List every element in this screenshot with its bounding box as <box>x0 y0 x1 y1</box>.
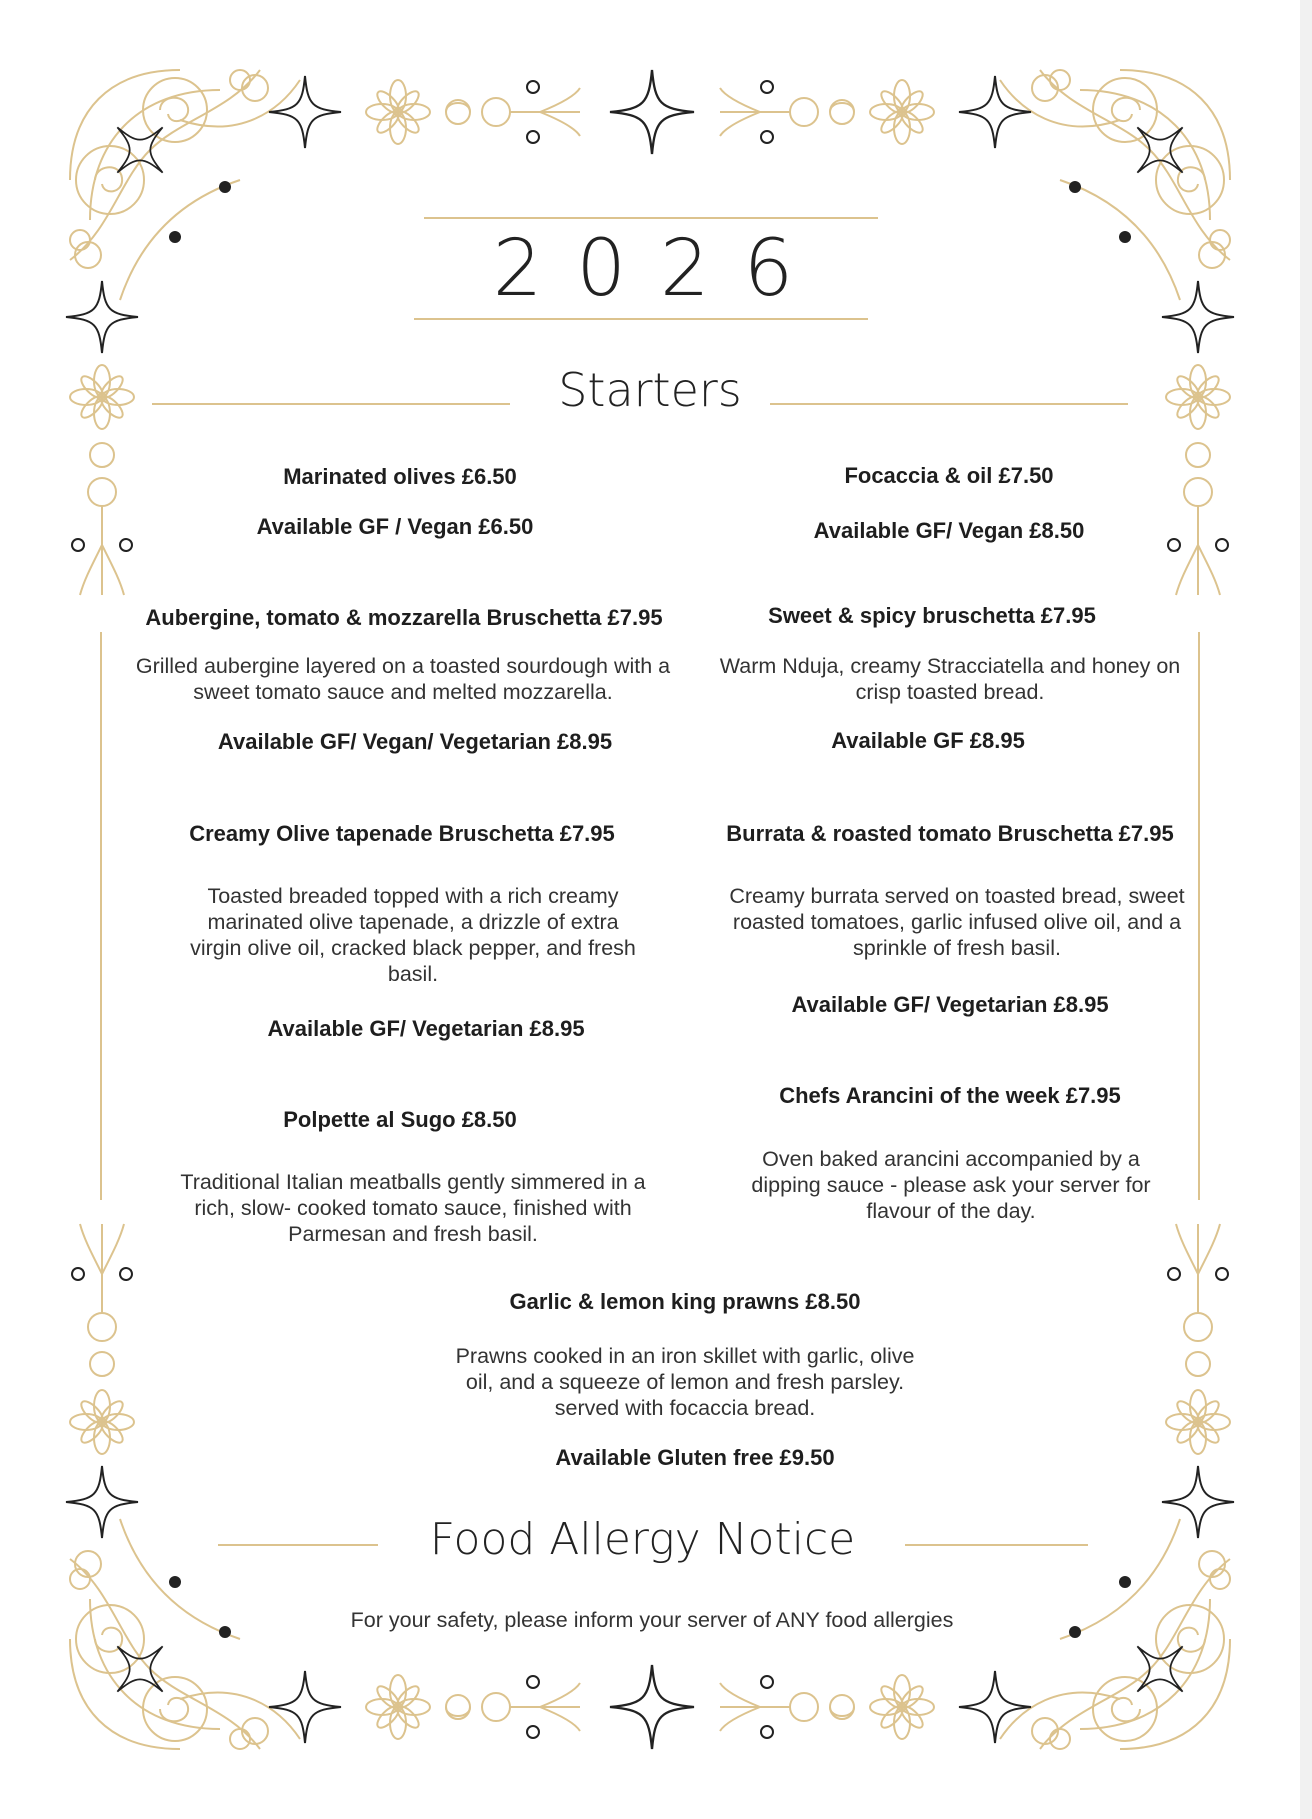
allergy-text: For your safety, please inform your server of ANY food allergies <box>350 1608 954 1632</box>
aubergine-desc: Grilled aubergine layered on a toasted sourdough with a sweet tomato sauce and melted mozzarella. <box>135 654 671 704</box>
allergy-title: Food Allergy Notice <box>429 1514 856 1565</box>
burrata-note: Available GF/ Vegetarian £8.95 <box>791 992 1109 1017</box>
olive-tapenade-note: Available GF/ Vegetarian £8.95 <box>267 1016 585 1041</box>
arancini-desc: Oven baked arancini accompanied by a dipping sauce - please ask your server for flavour of the day. <box>751 1147 1151 1223</box>
section-title: Starters <box>558 363 742 417</box>
aubergine-note: Available GF/ Vegan/ Vegetarian £8.95 <box>217 729 613 754</box>
polpette-desc: Traditional Italian meatballs gently simmered in a rich, slow- cooked tomato sauce, finished with Parmesan and fresh basil. <box>180 1170 646 1246</box>
marinated-olives-note: Available GF / Vegan £6.50 <box>256 514 534 539</box>
polpette-title: Polpette al Sugo £8.50 <box>283 1107 517 1132</box>
prawns-desc: Prawns cooked in an iron skillet with garlic, olive oil, and a squeeze of lemon and fresh parsley. served with focaccia bread. <box>455 1344 915 1420</box>
aubergine-title: Aubergine, tomato & mozzarella Bruschetta £7.95 <box>145 605 663 630</box>
year-heading: 2026 <box>492 224 828 314</box>
arancini-title: Chefs Arancini of the week £7.95 <box>779 1083 1121 1108</box>
marinated-olives-title: Marinated olives £6.50 <box>283 464 517 489</box>
focaccia-title: Focaccia & oil £7.50 <box>844 463 1054 488</box>
focaccia-note: Available GF/ Vegan £8.50 <box>813 518 1085 543</box>
olive-tapenade-desc: Toasted breaded topped with a rich creamy marinated olive tapenade, a drizzle of extra virgin olive oil, cracked black pepper, and fresh basil. <box>190 884 636 986</box>
prawns-title: Garlic & lemon king prawns £8.50 <box>509 1289 861 1314</box>
burrata-title: Burrata & roasted tomato Bruschetta £7.95 <box>726 821 1174 846</box>
prawns-note: Available Gluten free £9.50 <box>555 1445 835 1470</box>
olive-tapenade-title: Creamy Olive tapenade Bruschetta £7.95 <box>189 821 615 846</box>
burrata-desc: Creamy burrata served on toasted bread, sweet roasted tomatoes, garlic infused olive oil, and a sprinkle of fresh basil. <box>729 884 1185 960</box>
sweet-spicy-title: Sweet & spicy bruschetta £7.95 <box>768 603 1096 628</box>
page-gutter <box>1300 0 1312 1819</box>
sweet-spicy-note: Available GF £8.95 <box>831 728 1025 753</box>
sweet-spicy-desc: Warm Nduja, creamy Stracciatella and honey on crisp toasted bread. <box>719 654 1181 704</box>
